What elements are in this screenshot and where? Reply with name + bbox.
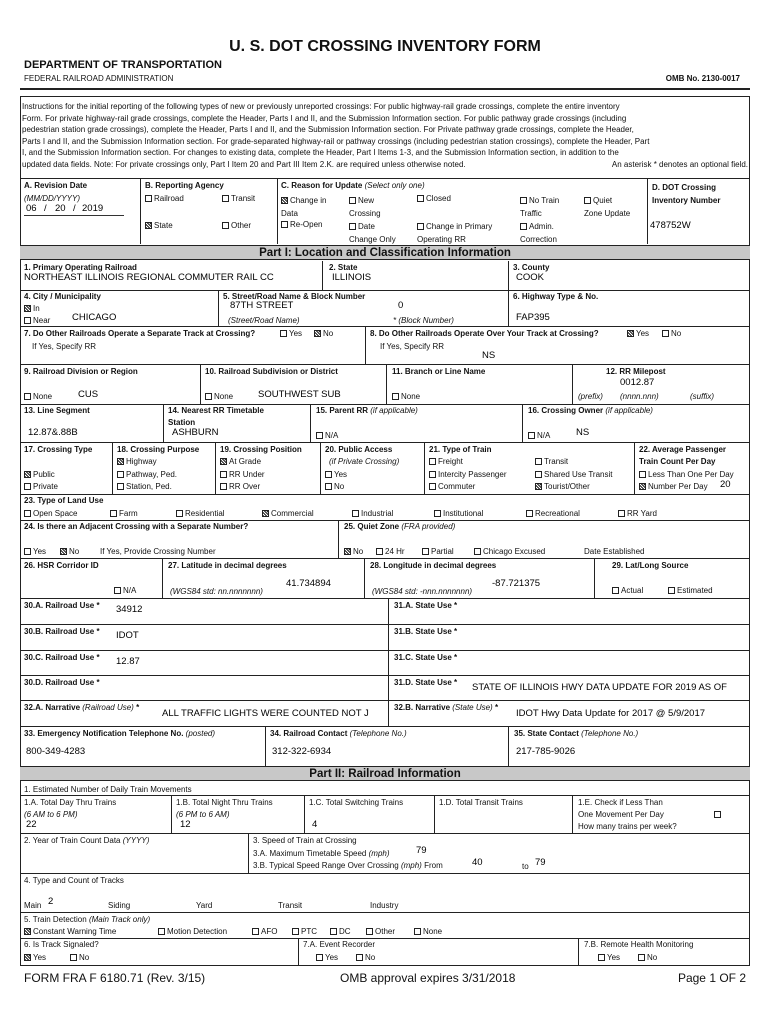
- agency-name: FEDERAL RAILROAD ADMINISTRATION: [24, 74, 174, 83]
- railroad-use-c-field[interactable]: 12.87: [116, 656, 140, 667]
- land-industrial[interactable]: Industrial: [352, 509, 393, 518]
- quiet-zone-chicago[interactable]: Chicago Excused: [474, 547, 545, 556]
- parent-rr-na-checkbox[interactable]: N/A: [316, 431, 338, 440]
- detection-ptc[interactable]: PTC: [292, 927, 317, 936]
- highway-type-field[interactable]: FAP395: [516, 312, 550, 323]
- milepost-field[interactable]: 0012.87: [620, 377, 655, 388]
- purpose-highway[interactable]: Highway: [117, 457, 157, 466]
- signaled-no[interactable]: No: [70, 953, 89, 962]
- adjacent-yes[interactable]: Yes: [24, 547, 46, 556]
- passenger-less-than-one[interactable]: Less Than One Per Day: [639, 470, 734, 479]
- speed-to-field[interactable]: 79: [535, 857, 546, 868]
- speed-from-field[interactable]: 40: [472, 857, 483, 868]
- detection-cwt[interactable]: Constant Warning Time: [24, 927, 116, 936]
- subdivision-field[interactable]: SOUTHWEST SUB: [258, 389, 341, 400]
- reason-primary-rr-checkbox[interactable]: Change in Primary Operating RR: [417, 222, 493, 244]
- land-recreational[interactable]: Recreational: [526, 509, 580, 518]
- detection-dc[interactable]: DC: [330, 927, 351, 936]
- state-use-d-field[interactable]: STATE OF ILLINOIS HWY DATA UPDATE FOR 2019 AS OF: [472, 683, 727, 693]
- detection-afo[interactable]: AFO: [252, 927, 277, 936]
- public-access-yes[interactable]: Yes: [325, 470, 347, 479]
- crossing-type-public[interactable]: Public: [24, 470, 55, 479]
- timetable-station-field[interactable]: ASHBURN: [172, 427, 219, 438]
- passenger-count-field[interactable]: 20: [720, 479, 731, 490]
- land-farm[interactable]: Farm: [110, 509, 138, 518]
- position-rr-under[interactable]: RR Under: [220, 470, 265, 479]
- city-near-checkbox[interactable]: Near: [24, 316, 50, 325]
- state-field[interactable]: ILLINOIS: [332, 272, 372, 283]
- max-speed-field[interactable]: 79: [416, 845, 427, 856]
- department-name: DEPARTMENT OF TRANSPORTATION: [24, 59, 222, 71]
- land-commercial[interactable]: Commercial: [262, 509, 314, 518]
- owner-na-checkbox[interactable]: N/A: [528, 431, 550, 440]
- detection-other[interactable]: Other: [366, 927, 395, 936]
- other-rr-separate-no[interactable]: No: [314, 329, 333, 338]
- quiet-zone-partial[interactable]: Partial: [422, 547, 454, 556]
- reason-quiet-zone-checkbox[interactable]: Quiet Zone Update: [584, 196, 631, 218]
- quiet-zone-24hr[interactable]: 24 Hr: [376, 547, 405, 556]
- other-rr-over-no[interactable]: No: [662, 329, 681, 338]
- night-thru-trains-field[interactable]: 12: [180, 819, 191, 830]
- agency-other-checkbox[interactable]: Other: [222, 221, 251, 230]
- revision-day[interactable]: 20: [55, 203, 66, 214]
- agency-transit-checkbox[interactable]: Transit: [222, 194, 255, 203]
- reason-closed-checkbox[interactable]: Closed: [417, 194, 451, 203]
- train-commuter[interactable]: Commuter: [429, 482, 475, 491]
- city-in-checkbox[interactable]: In: [24, 304, 40, 313]
- reason-admin-correction-checkbox[interactable]: Admin. Correction: [520, 222, 557, 244]
- railroad-use-a-field[interactable]: 34912: [116, 604, 143, 615]
- agency-state-checkbox[interactable]: State: [145, 221, 173, 230]
- longitude-field[interactable]: -87.721375: [492, 578, 541, 589]
- position-rr-over[interactable]: RR Over: [220, 482, 260, 491]
- primary-railroad-field[interactable]: NORTHEAST ILLINOIS REGIONAL COMMUTER RAIL CC: [24, 272, 274, 283]
- other-rr-over-field[interactable]: NS: [482, 350, 496, 361]
- railroad-use-b-field[interactable]: IDOT: [116, 630, 139, 641]
- latlong-estimated[interactable]: Estimated: [668, 586, 713, 595]
- reason-reopen-checkbox[interactable]: Re-Open: [281, 220, 322, 229]
- event-recorder-no[interactable]: No: [356, 953, 375, 962]
- state-contact-field[interactable]: 217-785-9026: [516, 746, 576, 757]
- reason-new-crossing-checkbox[interactable]: New Crossing: [349, 196, 381, 218]
- agency-railroad-checkbox[interactable]: Railroad: [145, 194, 184, 203]
- reason-change-data-checkbox[interactable]: Change in Data: [281, 196, 327, 218]
- train-transit[interactable]: Transit: [535, 457, 568, 466]
- optional-note: An asterisk * denotes an optional field.: [611, 159, 748, 169]
- revision-month[interactable]: 06: [26, 203, 37, 214]
- passenger-number-per-day[interactable]: Number Per Day: [639, 482, 708, 491]
- remote-monitor-yes[interactable]: Yes: [598, 953, 620, 962]
- main-tracks-field[interactable]: 2: [48, 896, 54, 907]
- dot-crossing-label: D. DOT Crossing Inventory Number: [652, 183, 721, 205]
- subdivision-none-checkbox[interactable]: None: [205, 392, 233, 401]
- signaled-yes[interactable]: Yes: [24, 953, 46, 962]
- street-name-field[interactable]: 87TH STREET: [230, 300, 294, 311]
- crossing-owner-field[interactable]: NS: [576, 427, 590, 438]
- reason-no-train-checkbox[interactable]: No Train Traffic: [520, 196, 560, 218]
- less-than-one-checkbox[interactable]: [714, 810, 723, 819]
- purpose-station[interactable]: Station, Ped.: [117, 482, 172, 491]
- latlong-actual[interactable]: Actual: [612, 586, 643, 595]
- remote-monitor-no[interactable]: No: [638, 953, 657, 962]
- position-at-grade[interactable]: At Grade: [220, 457, 261, 466]
- land-institutional[interactable]: Institutional: [434, 509, 483, 518]
- form-number: FORM FRA F 6180.71 (Rev. 3/15): [24, 971, 206, 985]
- event-recorder-yes[interactable]: Yes: [316, 953, 338, 962]
- train-intercity[interactable]: Intercity Passenger: [429, 470, 506, 479]
- reason-for-update-label: C. Reason for Update (Select only one): [281, 181, 425, 190]
- revision-date-label: A. Revision Date: [24, 181, 88, 190]
- omb-expiry: OMB approval expires 3/31/2018: [340, 971, 516, 985]
- public-access-no[interactable]: No: [325, 482, 344, 491]
- omb-number: OMB No. 2130-0017: [665, 74, 740, 83]
- land-open-space[interactable]: Open Space: [24, 509, 77, 518]
- latitude-field[interactable]: 41.734894: [286, 578, 331, 589]
- part1-title-bar: Part I: Location and Classification Information: [20, 245, 750, 260]
- switching-trains-field[interactable]: 4: [312, 819, 318, 830]
- division-field[interactable]: CUS: [78, 389, 99, 400]
- train-freight[interactable]: Freight: [429, 457, 463, 466]
- instructions: Instructions for the initial reporting of the following types of new or previously unreported crossings: For public highway-rail grade crossings, complete the entire inventory Form. For private highway-rail grade crossings, complete the Header, Parts I and II, and the Submission Information section. For public pathway grade crossings (including pedestrian station grade crossings), complete the Header, Parts I and II, and the Submission Information section. For Private pathway grade crossings, complete the Header, Parts I and II, and the Submission Information section. For grade-separated highway-rail or pathway crossings (including pedestrian station crossings), complete the Header, Part I, and the Submission Information section. For changes to existing data, complete the Header, Part I Items 1-3, and the Submission Information section, in addition to the updated data fields. Note: For private crossings only, Part I Item 20 and Part III Item 2.K. are required unless otherwise noted. An asterisk * denotes an optional field.: [22, 102, 748, 169]
- hsr-na-checkbox[interactable]: N/A: [114, 586, 136, 595]
- revision-year[interactable]: 2019: [82, 203, 104, 214]
- detection-none[interactable]: None: [414, 927, 442, 936]
- purpose-pathway[interactable]: Pathway, Ped.: [117, 470, 177, 479]
- line-segment-field[interactable]: 12.87&.88B: [28, 427, 78, 438]
- county-field[interactable]: COOK: [516, 272, 544, 283]
- page-number: Page 1 OF 2: [677, 971, 746, 985]
- part2-title-bar: Part II: Railroad Information: [20, 766, 750, 781]
- train-shared-transit[interactable]: Shared Use Transit: [535, 470, 612, 479]
- division-none-checkbox[interactable]: None: [24, 392, 52, 401]
- city-field[interactable]: CHICAGO: [72, 312, 117, 323]
- adjacent-no[interactable]: No: [60, 547, 79, 556]
- crossing-type-private[interactable]: Private: [24, 482, 58, 491]
- land-rr-yard[interactable]: RR Yard: [618, 509, 657, 518]
- emergency-phone-field[interactable]: 800-349-4283: [26, 746, 86, 757]
- other-rr-separate-yes[interactable]: Yes: [280, 329, 302, 338]
- dot-crossing-number[interactable]: 478752W: [650, 220, 691, 231]
- railroad-contact-field[interactable]: 312-322-6934: [272, 746, 332, 757]
- branch-none-checkbox[interactable]: None: [392, 392, 420, 401]
- reason-date-change-checkbox[interactable]: Date Change Only: [349, 222, 396, 244]
- quiet-zone-no[interactable]: No: [344, 547, 363, 556]
- other-rr-over-yes[interactable]: Yes: [627, 329, 649, 338]
- narrative-railroad-field[interactable]: ALL TRAFFIC LIGHTS WERE COUNTED NOT J: [162, 709, 369, 719]
- block-number-field[interactable]: 0: [398, 300, 404, 311]
- detection-motion[interactable]: Motion Detection: [158, 927, 227, 936]
- narrative-state-field[interactable]: IDOT Hwy Data Update for 2017 @ 5/9/2017: [516, 708, 706, 719]
- day-thru-trains-field[interactable]: 22: [26, 819, 37, 830]
- reporting-agency-label: B. Reporting Agency: [145, 181, 224, 190]
- land-residential[interactable]: Residential: [176, 509, 225, 518]
- form-title: U. S. DOT CROSSING INVENTORY FORM: [229, 38, 541, 55]
- train-tourist[interactable]: Tourist/Other: [535, 482, 590, 491]
